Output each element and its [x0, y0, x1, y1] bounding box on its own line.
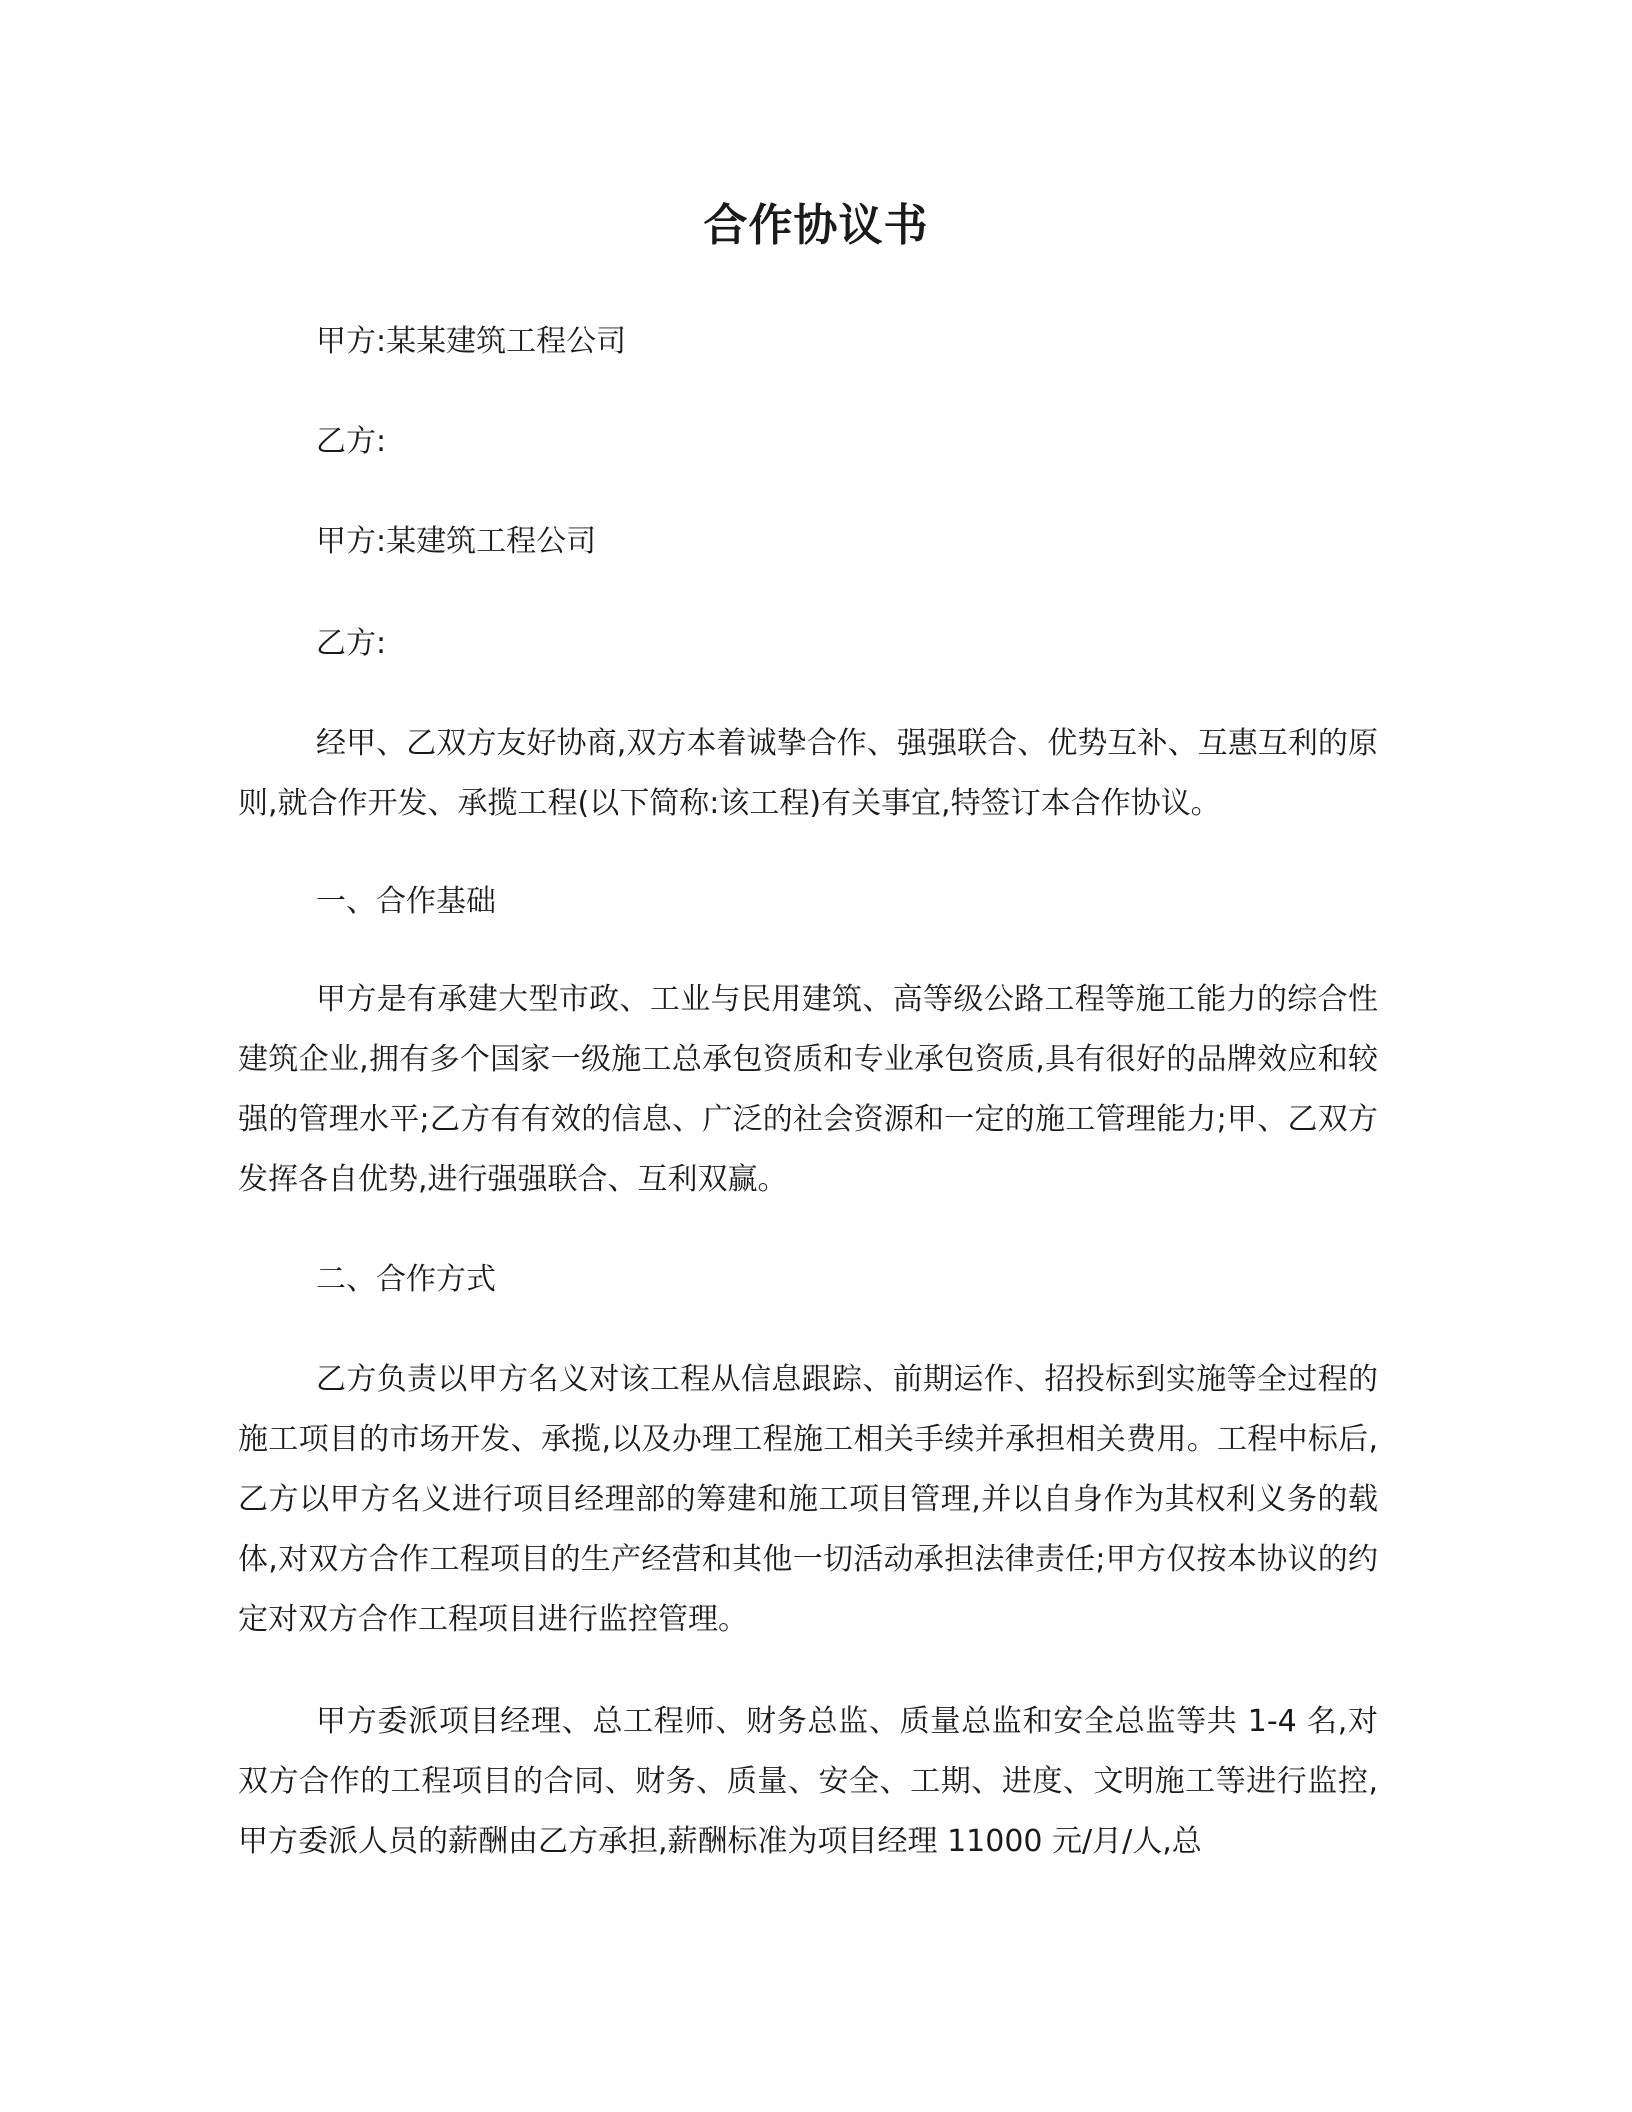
- section-2-heading: 二、合作方式: [316, 1262, 496, 1297]
- party-a-line-1: 甲方:某某建筑工程公司: [316, 324, 627, 359]
- section-2-paragraph-1: [238, 1350, 1378, 1650]
- party-b-line-1: 乙方:: [316, 424, 387, 459]
- party-a-line-2: 甲方:某建筑工程公司: [316, 524, 597, 559]
- section-2-paragraph-2: [238, 1692, 1378, 1872]
- intro-paragraph: [238, 714, 1378, 834]
- section-1-paragraph: [238, 970, 1378, 1210]
- document-title: 合作协议书: [703, 200, 929, 251]
- section-1-text: 甲方是有承建大型市政、工业与民用建筑、高等级公路工程等施工能力的综合性建筑企业,拥有多个国家一级施工总承包资质和专业承包资质,具有很好的品牌效应和较强的管理水平;乙方有有效的信息、广泛的社会资源和一定的施工管理能力;甲、乙双方发挥各自优势,进行强强联合、互利双赢。: [238, 982, 1378, 1197]
- intro-text: 经甲、乙双方友好协商,双方本着诚挚合作、强强联合、优势互补、互惠互利的原则,就合作开发、承揽工程(以下简称:该工程)有关事宜,特签订本合作协议。: [238, 726, 1378, 821]
- section-2-text-2: 甲方委派项目经理、总工程师、财务总监、质量总监和安全总监等共 1-4 名,对双方合作的工程项目的合同、财务、质量、安全、工期、进度、文明施工等进行监控,甲方委派人员的薪酬由乙方承担,薪酬标准为项目经理 11000 元/月/人,总: [238, 1704, 1378, 1859]
- section-2-text-1: 乙方负责以甲方名义对该工程从信息跟踪、前期运作、招投标到实施等全过程的施工项目的市场开发、承揽,以及办理工程施工相关手续并承担相关费用。工程中标后,乙方以甲方名义进行项目经理部的筹建和施工项目管理,并以自身作为其权利义务的载体,对双方合作工程项目的生产经营和其他一切活动承担法律责任;甲方仅按本协议的约定对双方合作工程项目进行监控管理。: [238, 1362, 1378, 1637]
- section-1-heading: 一、合作基础: [316, 884, 496, 919]
- party-b-line-2: 乙方:: [316, 626, 387, 661]
